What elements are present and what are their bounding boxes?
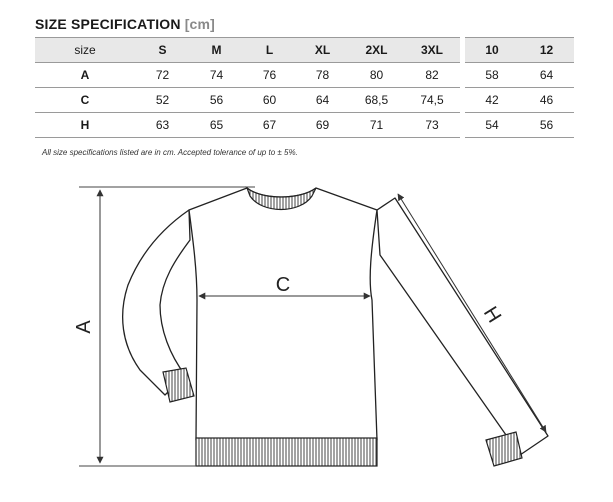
hem-rib xyxy=(196,438,377,466)
table-cell: 80 xyxy=(349,63,404,88)
table-cell: 73 xyxy=(404,113,460,138)
table-cell: 60 xyxy=(243,88,296,113)
size-header-label: size xyxy=(35,38,135,63)
table-cell: 63 xyxy=(135,113,190,138)
table-cell: 65 xyxy=(190,113,243,138)
row-label: H xyxy=(35,113,135,138)
title-unit: [cm] xyxy=(184,16,216,32)
table-cell: 42 xyxy=(465,88,519,113)
left-cuff-rib xyxy=(163,368,194,402)
tolerance-note: All size specifications listed are in cm. Accepted tolerance of up to ± 5%. xyxy=(42,148,298,157)
table-cell: 64 xyxy=(296,88,349,113)
table-cell: 68,5 xyxy=(349,88,404,113)
table-cell: 46 xyxy=(519,88,574,113)
table-cell: 71 xyxy=(349,113,404,138)
size-col-header: XL xyxy=(296,38,349,63)
size-col-header: L xyxy=(243,38,296,63)
table-cell: 78 xyxy=(296,63,349,88)
table-cell: 64 xyxy=(519,63,574,88)
table-cell: 58 xyxy=(465,63,519,88)
label-a: A xyxy=(73,320,95,334)
table-cell: 69 xyxy=(296,113,349,138)
label-h: H xyxy=(478,302,506,327)
table-cell: 56 xyxy=(519,113,574,138)
table-cell: 74 xyxy=(190,63,243,88)
table-cell: 56 xyxy=(190,88,243,113)
right-cuff-rib xyxy=(486,432,522,466)
label-c: C xyxy=(275,274,291,296)
title-text: SIZE SPECIFICATION xyxy=(35,16,181,32)
table-cell: 74,5 xyxy=(404,88,460,113)
table-cell: 52 xyxy=(135,88,190,113)
table-cell: 82 xyxy=(404,63,460,88)
table-cell: 54 xyxy=(465,113,519,138)
size-col-header: 10 xyxy=(465,38,519,63)
row-label: C xyxy=(35,88,135,113)
table-cell: 67 xyxy=(243,113,296,138)
size-col-header: S xyxy=(135,38,190,63)
row-label: A xyxy=(35,63,135,88)
size-col-header: 3XL xyxy=(404,38,460,63)
size-col-header: 2XL xyxy=(349,38,404,63)
table-cell: 72 xyxy=(135,63,190,88)
table-cell: 76 xyxy=(243,63,296,88)
size-col-header: M xyxy=(190,38,243,63)
size-col-header: 12 xyxy=(519,38,574,63)
